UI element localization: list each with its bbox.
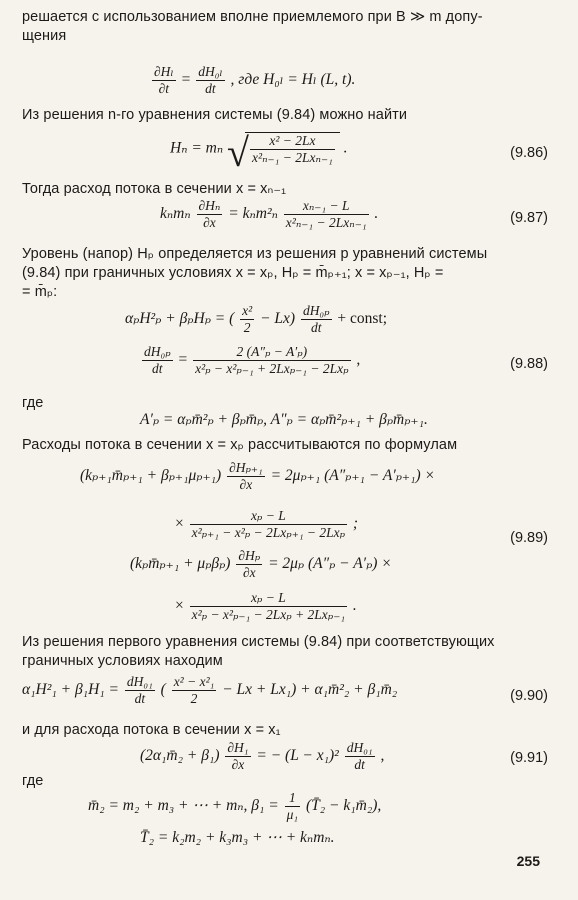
equation-number: (9.88) [510,356,548,372]
equation-9-89-part4: × $\frac{\text{xₚ − L}}{\text{x²ₚ − x²ₚ₋₁ − 2Lxₚ + 2Lxₚ₋₁}}$ . [175,590,357,622]
text-line: Из решения n-го уравнения системы (9.84) можно найти [22,107,408,123]
equation-9-90: α₁H²₁ + β₁H₁ = $\frac{\text{dH₀₁}}{dt}$ ( $\frac{\text{x² − x²₁}}{2}$ − Lx + Lx₁) + α₁m̄²₂ + β₁m̄₂ [22,674,398,706]
equation-9-89-part3: (kₚm̄ₚ₊₁ + μₚβₚ) $\frac{\text{∂Hₚ}}{\partial x}$ = 2μₚ (A″ₚ − A′ₚ) × [130,548,392,580]
equation-number: (9.90) [510,688,548,704]
equation-9-89-part1: (kₚ₊₁m̄ₚ₊₁ + βₚ₊₁μₚ₊₁) $\frac{\text{∂Hₚ₊₁}}{\partial x}$ = 2μₚ₊₁ (A″ₚ₊₁ − A′ₚ₊₁) × [80,460,435,492]
equation-9-87: kₙmₙ $\frac{\text{∂Hₙ}}{\partial x}$ = kₙm²ₙ $\frac{\text{xₙ₋₁ − L}}{\text{x²ₙ₋₁ − 2Lxₙ₋₁}}$ . [160,198,379,230]
page-number: 255 [516,853,540,869]
equation-T2: T̄₂ = k₂m₂ + k₃m₃ + ⋯ + kₙmₙ. [140,829,335,846]
text-line: (9.84) при граничных условиях x = xₚ, Hₚ = m̄ₚ₊₁; x = xₚ₋₁, Hₚ = [22,265,444,281]
equation-9-91: (2α₁m̄₂ + β₁) $\frac{\text{∂H₁}}{\partial x}$ = − (L − x₁)² $\frac{\text{dH₀₁}}{dt}$ , [140,740,385,772]
text-line: Тогда расход потока в сечении x = xₙ₋₁ [22,181,287,197]
equation-m2-beta1: m̄₂ = m₂ + m₃ + ⋯ + mₙ, β₁ = $\frac{1}{\text{μ₁}}$ (T̄₂ − k₁m̄₂), [88,790,382,822]
text-line: Уровень (напор) Hₚ определяется из решения p уравнений системы [22,246,488,262]
equation-A-definitions: A′ₚ = αₚm̄²ₚ + βₚm̄ₚ, A″ₚ = αₚm̄²ₚ₊₁ + βₚm̄ₚ₊₁. [140,411,428,428]
text-line: где [22,395,44,411]
equation-9-88: $\frac{\text{dH₀ₚ}}{dt}$ = $\frac{\text{2 (A″ₚ − A′ₚ)}}{\text{x²ₚ − x²ₚ₋₁ + 2Lxₚ₋₁ − 2Lxₚ}}$ , [144,344,361,376]
text-line: Из решения первого уравнения системы (9.84) при соответствующих [22,634,495,650]
text-line: и для расхода потока в сечении x = x₁ [22,722,281,738]
text-line: Расходы потока в сечении x = xₚ рассчитываются по формулам [22,437,458,453]
equation-number: (9.91) [510,750,548,766]
equation-9-86: Hₙ = mₙ √ $\frac{\text{x² − 2Lx}}{\text{x²ₙ₋₁ − 2Lxₙ₋₁}}$ . [170,130,348,175]
equation-level: αₚH²ₚ + βₚHₚ = ( $\frac{\text{x²}}{2}$ − Lx) $\frac{\text{dH₀ₚ}}{dt}$ + const; [125,303,388,335]
text-line: = m̄ₚ: [22,284,58,300]
text-line: решается с использованием вполне приемлемого при B ≫ m допу- [22,9,483,25]
equation-9-89-part2: × $\frac{\text{xₚ − L}}{\text{x²ₚ₊₁ − x²ₚ − 2Lxₚ₊₁ − 2Lxₚ}}$ ; [175,508,359,540]
text-line: щения [22,28,67,44]
text-line: граничных условиях находим [22,653,223,669]
equation-number: (9.87) [510,210,548,226]
equation-number: (9.89) [510,530,548,546]
equation-number: (9.86) [510,145,548,161]
text-line: где [22,773,44,789]
equation-dH-dt: $\frac{\text{∂Hₗ}}{\partial t}$ = $\frac{\text{dH₀ₗ}}{dt}$ , где H₀ₗ = Hₗ (L, t). [154,64,356,96]
